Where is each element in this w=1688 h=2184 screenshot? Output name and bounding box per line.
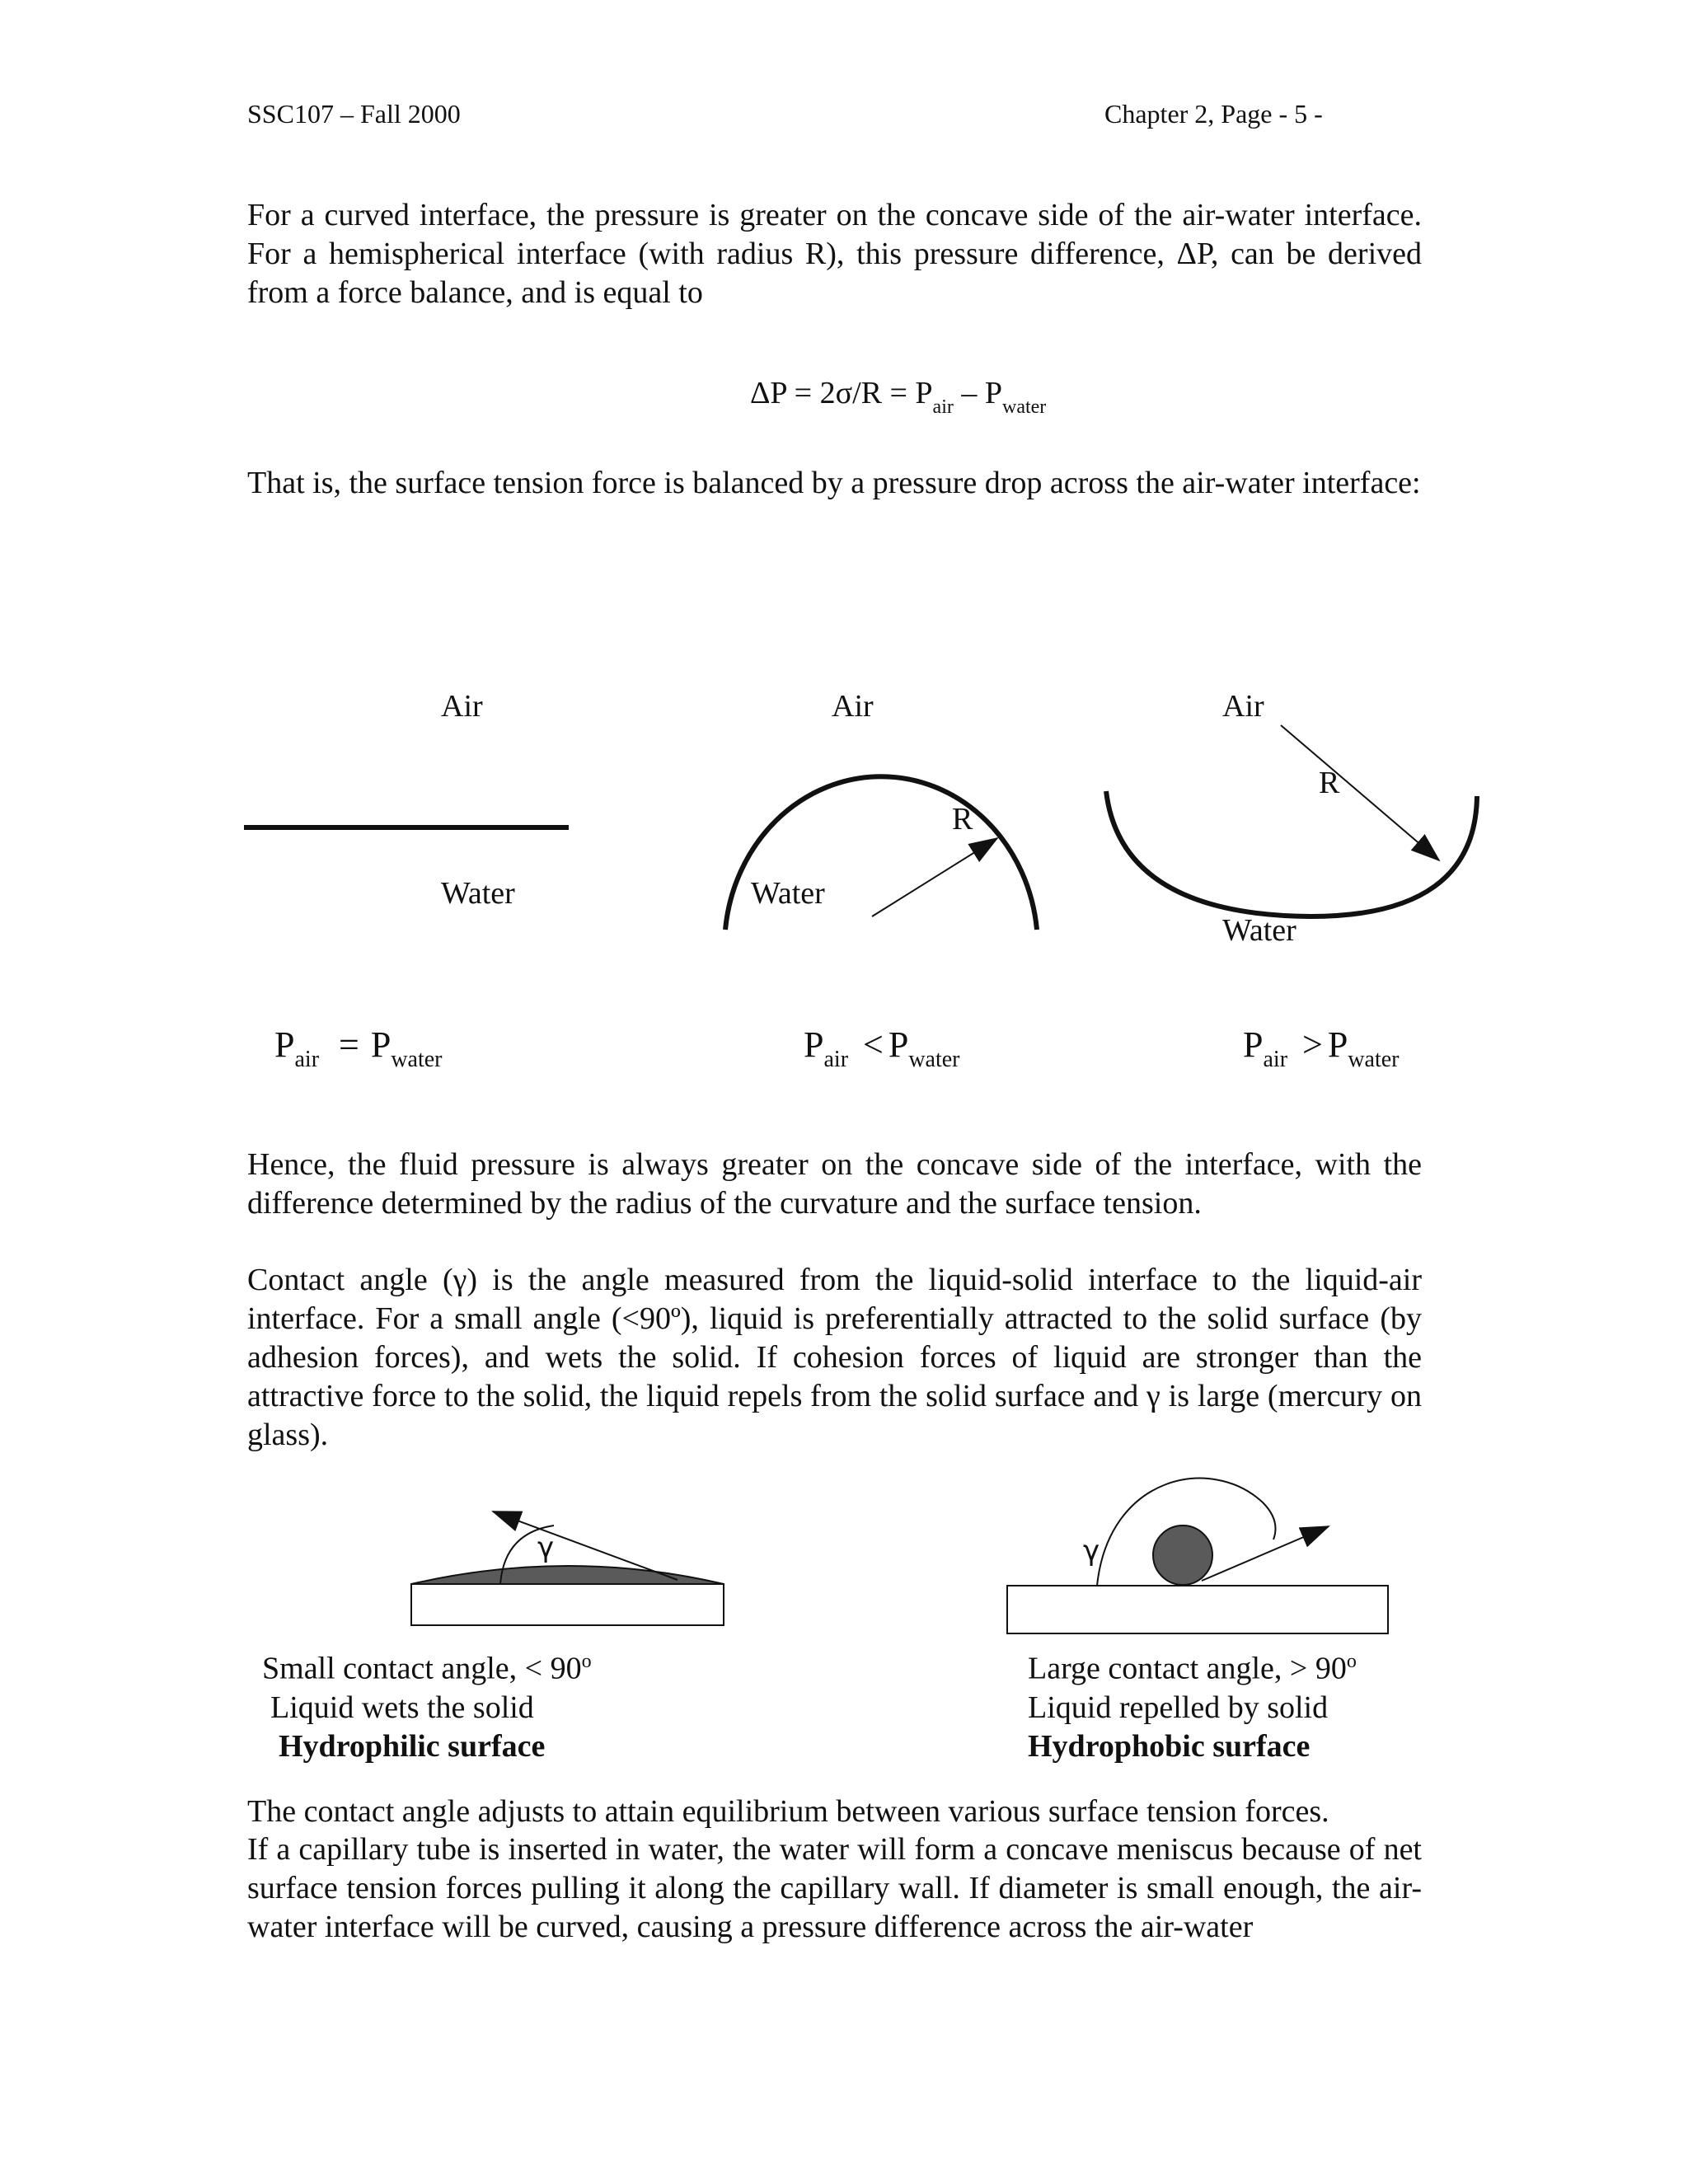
paragraph-surface-tension: That is, the surface tension force is balanced by a pressure drop across the air-water interface: bbox=[247, 466, 1421, 500]
tangent-arrow-right bbox=[1202, 1526, 1329, 1581]
pressure-symbol: P bbox=[888, 1024, 909, 1065]
panel3-radius-label: R bbox=[1319, 766, 1340, 800]
caption-left-line3: Hydrophilic surface bbox=[279, 1728, 546, 1764]
relation-equal: = bbox=[339, 1024, 359, 1065]
pressure-sub-air: air bbox=[823, 1047, 849, 1072]
pressure-sub-air: air bbox=[1263, 1047, 1288, 1072]
equation-mid: – P bbox=[953, 376, 1002, 410]
pressure-symbol: P bbox=[370, 1024, 392, 1065]
paragraph-curved-interface: For a curved interface, the pressure is greater on the concave side of the air-water interface. For a hemispherical interface (with radius R), this pressure difference, ΔP, can be derived from a force balance, and is equal to bbox=[247, 198, 1422, 310]
paragraph-contact-angle: Contact angle (γ) is the angle measured from the liquid-solid interface to the liquid-air interface. For a small angle (<90º), liquid is preferentially attracted to the solid surface (by adhesion forces), and wets the solid. If cohesion forces of liquid are stronger than the attractive force to the solid, the liquid repels from the solid surface and γ is large (mercury on glass). bbox=[247, 1263, 1422, 1452]
panel3-air-label: Air bbox=[1222, 689, 1264, 724]
caption-right-line2: Liquid repelled by solid bbox=[1028, 1690, 1329, 1725]
equation-sub-air: air bbox=[932, 396, 954, 418]
panel1-water-label: Water bbox=[441, 876, 515, 911]
paragraph-equilibrium: The contact angle adjusts to attain equilibrium between various surface tension forces. bbox=[247, 1794, 1329, 1829]
panel2-radius-label: R bbox=[952, 802, 973, 837]
pressure-symbol: P bbox=[1243, 1024, 1264, 1065]
header-right: Chapter 2, Page - 5 - bbox=[1104, 99, 1323, 129]
liquid-drop-left bbox=[411, 1566, 724, 1584]
concave-radius-arrow bbox=[1281, 725, 1439, 860]
angle-label-left: γ bbox=[537, 1531, 555, 1564]
caption-right-line1 bbox=[1028, 1643, 1357, 1689]
header-left: SSC107 – Fall 2000 bbox=[247, 99, 461, 129]
equation-sub-water: water bbox=[1002, 396, 1047, 418]
panel3-pressure-relation bbox=[1243, 1024, 1400, 1072]
pressure-sub-water: water bbox=[908, 1047, 960, 1072]
panel1-air-label: Air bbox=[441, 689, 483, 724]
caption-left bbox=[262, 1643, 592, 1766]
pressure-sub-water: water bbox=[1348, 1047, 1400, 1072]
relation-greater: > bbox=[1302, 1024, 1323, 1065]
liquid-drop-right bbox=[1153, 1526, 1212, 1585]
degree-sup: o bbox=[581, 1651, 592, 1672]
caption-left-line1 bbox=[262, 1643, 592, 1689]
concave-interface-arc bbox=[1106, 791, 1477, 916]
pressure-sub-water: water bbox=[391, 1047, 443, 1072]
caption-right-line3: Hydrophobic surface bbox=[1028, 1728, 1311, 1764]
caption-right bbox=[1028, 1643, 1357, 1766]
equation-main: ΔP = 2σ/R = P bbox=[750, 376, 933, 410]
solid-surface-left bbox=[411, 1584, 724, 1625]
pressure-symbol: P bbox=[1327, 1024, 1348, 1065]
caption-text: Large contact angle, > 90 bbox=[1028, 1651, 1347, 1686]
caption-left-line2: Liquid wets the solid bbox=[270, 1690, 534, 1725]
caption-text: Small contact angle, < 90 bbox=[262, 1651, 582, 1686]
pressure-symbol: P bbox=[804, 1024, 824, 1065]
convex-radius-arrow bbox=[872, 838, 997, 916]
degree-sup: o bbox=[1346, 1651, 1357, 1672]
panel3-water-label: Water bbox=[1222, 913, 1296, 948]
paragraph-concave-side: Hence, the fluid pressure is always greater on the concave side of the interface, with the difference determined by the radius of the curvature and the surface tension. bbox=[247, 1147, 1422, 1221]
panel1-pressure-relation bbox=[274, 1024, 443, 1072]
panel2-pressure-relation bbox=[804, 1024, 960, 1072]
panel2-water-label: Water bbox=[751, 876, 825, 911]
panel2-air-label: Air bbox=[832, 689, 874, 724]
solid-surface-right bbox=[1007, 1586, 1388, 1633]
pressure-sub-air: air bbox=[294, 1047, 320, 1072]
paragraph-capillary: If a capillary tube is inserted in water, the water will form a concave meniscus because of net surface tension forces pulling it along the capillary wall. If diameter is small enough, the air-water interface will be curved, causing a pressure difference across the air-water bbox=[247, 1832, 1422, 1944]
relation-less: < bbox=[863, 1024, 884, 1065]
angle-label-right: γ bbox=[1083, 1535, 1100, 1568]
pressure-symbol: P bbox=[274, 1024, 295, 1065]
